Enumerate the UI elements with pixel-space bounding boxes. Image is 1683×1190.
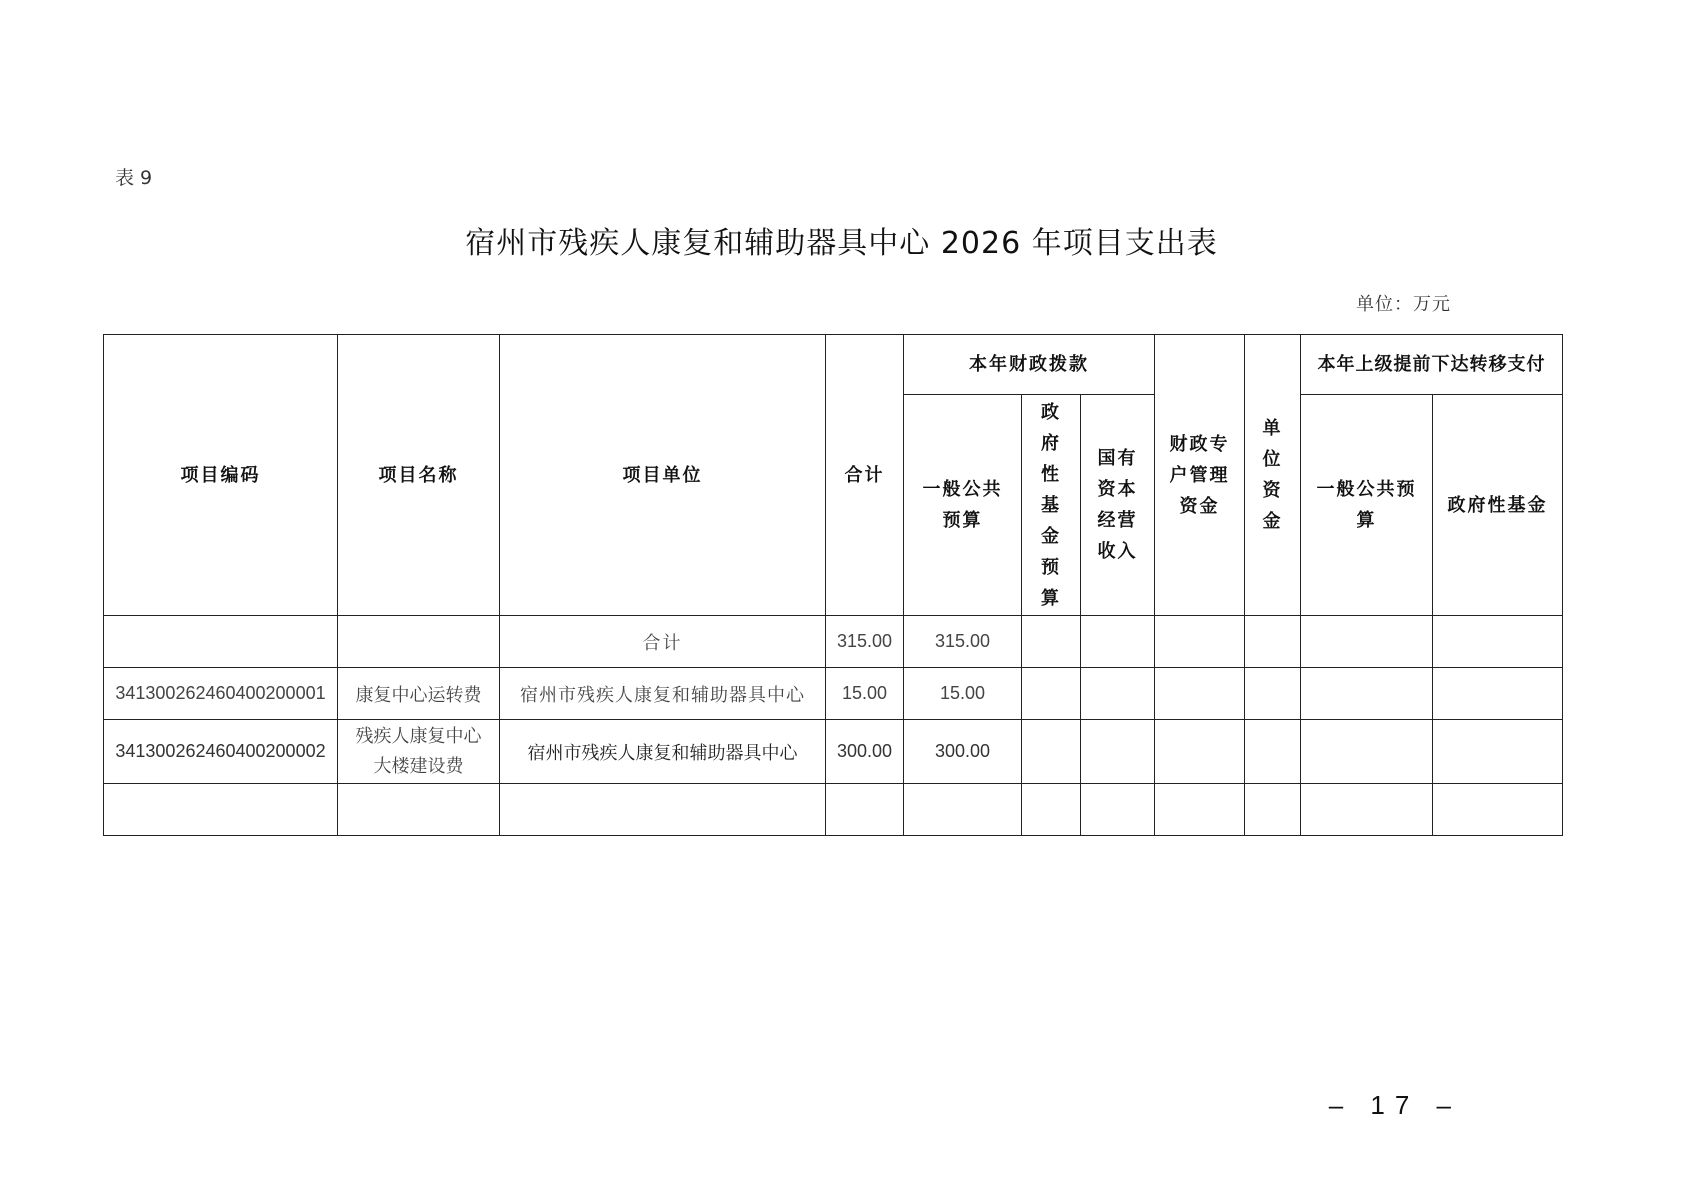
cell-empty — [1301, 784, 1433, 836]
cell-total: 315.00 — [826, 616, 904, 668]
cell-name: 康复中心运转费 — [338, 668, 500, 720]
unit-label: 单位：万元 — [1356, 294, 1451, 315]
header-project-code: 项目编码 — [104, 335, 338, 616]
cell-empty — [1081, 616, 1155, 668]
table-row — [104, 616, 1563, 668]
cell-unit: 宿州市残疾人康复和辅助器具中心 — [500, 720, 826, 784]
cell-empty — [1155, 616, 1245, 668]
project-expenditure-table — [103, 334, 1563, 836]
cell-empty — [1245, 784, 1301, 836]
header-special-fund — [1155, 335, 1245, 616]
cell-empty — [1245, 668, 1301, 720]
header-special-fund-text: 财政专户管理资金 — [1169, 433, 1230, 517]
cell-name — [338, 720, 500, 784]
header-project-name: 项目名称 — [338, 335, 500, 616]
cell-general-budget: 300.00 — [904, 720, 1022, 784]
header-fiscal-appropriation: 本年财政拨款 — [904, 335, 1155, 395]
cell-unit: 宿州市残疾人康复和辅助器具中心 — [500, 668, 826, 720]
cell-empty — [1155, 784, 1245, 836]
cell-empty — [1022, 616, 1081, 668]
header-general-budget — [904, 395, 1022, 616]
table-row — [104, 720, 1563, 784]
cell-total: 15.00 — [826, 668, 904, 720]
table-row-empty — [104, 784, 1563, 836]
cell-general-budget: 315.00 — [904, 616, 1022, 668]
cell-empty — [1155, 720, 1245, 784]
header-project-unit: 项目单位 — [500, 335, 826, 616]
cell-empty — [1301, 616, 1433, 668]
cell-name-line1: 残疾人康复中心 — [355, 725, 482, 747]
cell-code: 341300262460400200002 — [104, 720, 338, 784]
cell-empty — [826, 784, 904, 836]
cell-empty — [1081, 720, 1155, 784]
cell-empty — [1022, 784, 1081, 836]
page-title: 宿州市残疾人康复和辅助器具中心 2026 年项目支出表 — [465, 226, 1218, 261]
header-row-1 — [104, 335, 1563, 395]
cell-empty — [1433, 616, 1563, 668]
header-general-budget-text: 一般公共预算 — [922, 479, 1003, 531]
cell-code: 341300262460400200001 — [104, 668, 338, 720]
header-state-capital-text: 国有资本经营收入 — [1097, 448, 1138, 562]
header-transfer-payment: 本年上级提前下达转移支付 — [1301, 335, 1563, 395]
cell-empty — [1022, 720, 1081, 784]
cell-general-budget: 15.00 — [904, 668, 1022, 720]
cell-empty — [1433, 784, 1563, 836]
cell-name — [338, 616, 500, 668]
cell-empty — [1433, 720, 1563, 784]
cell-empty — [338, 784, 500, 836]
cell-empty — [1155, 668, 1245, 720]
table-label: 表 9 — [115, 167, 153, 189]
cell-empty — [1433, 668, 1563, 720]
header-gov-fund-budget — [1022, 395, 1081, 616]
cell-empty — [1301, 668, 1433, 720]
header-state-capital — [1081, 395, 1155, 616]
cell-empty — [104, 784, 338, 836]
header-total: 合计 — [826, 335, 904, 616]
cell-empty — [1022, 668, 1081, 720]
cell-code — [104, 616, 338, 668]
header-transfer-gov-fund: 政府性基金 — [1433, 395, 1563, 616]
header-transfer-general-text: 一般公共预算 — [1316, 479, 1417, 531]
header-transfer-general — [1301, 395, 1433, 616]
cell-empty — [1081, 784, 1155, 836]
header-unit-fund-text: 单位资金 — [1262, 418, 1283, 532]
cell-unit: 合计 — [500, 616, 826, 668]
cell-empty — [1301, 720, 1433, 784]
page-number: – 17 – — [1328, 1090, 1461, 1120]
cell-empty — [1245, 616, 1301, 668]
cell-empty — [1245, 720, 1301, 784]
cell-empty — [904, 784, 1022, 836]
table-row — [104, 668, 1563, 720]
header-gov-fund-text: 政府性基金预算 — [1041, 401, 1061, 609]
cell-empty — [500, 784, 826, 836]
cell-empty — [1081, 668, 1155, 720]
header-unit-fund — [1245, 335, 1301, 616]
cell-name-line2: 大楼建设费 — [373, 755, 464, 777]
cell-total: 300.00 — [826, 720, 904, 784]
